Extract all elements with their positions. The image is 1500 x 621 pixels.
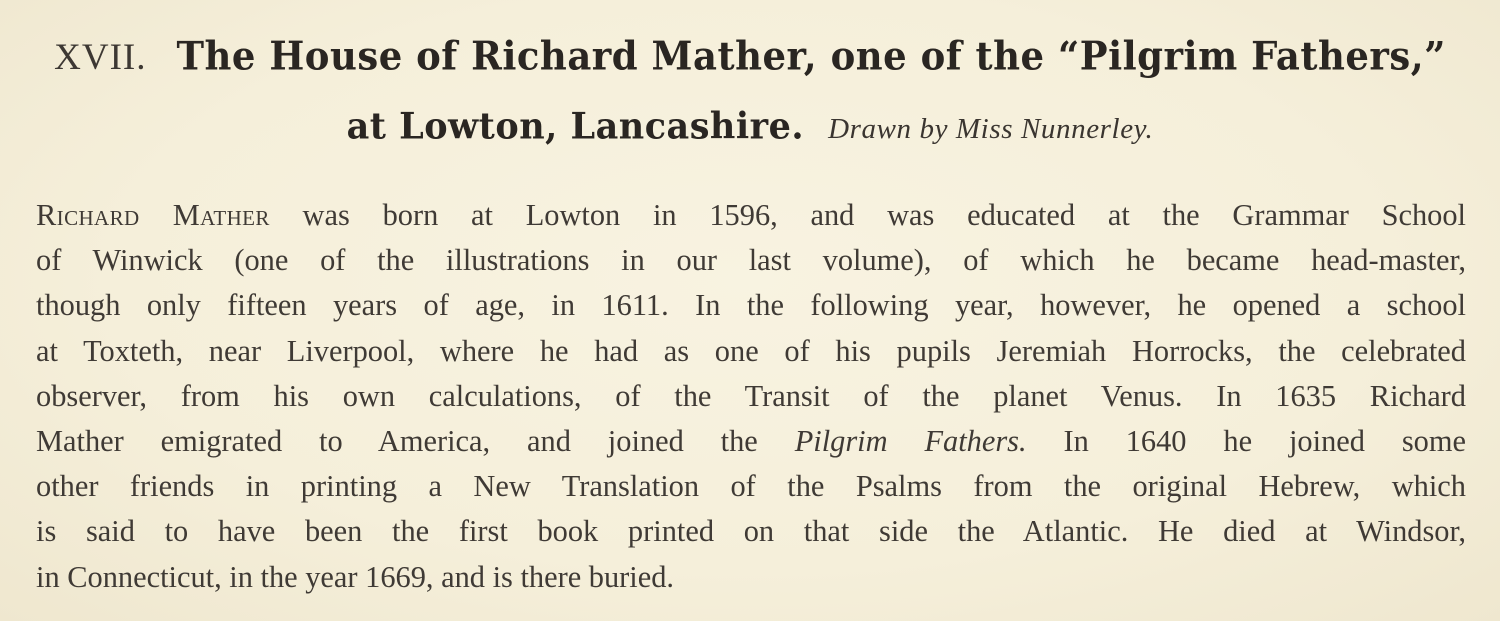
heading-title-line-2: at Lowton, Lancashire. bbox=[346, 104, 805, 149]
heading-title-line-1: The House of Richard Mather, one of the “Pilgrim Fathers,” bbox=[176, 32, 1446, 80]
body-paragraph bbox=[36, 193, 1466, 600]
section-numeral: XVII. bbox=[54, 37, 147, 78]
text-line-1 bbox=[36, 193, 1466, 238]
text-line-1-rest: was born at Lowton in 1596, and was educated at the Grammar School bbox=[269, 198, 1466, 232]
text-line-7: other friends in printing a New Translation of the Psalms from the original Hebrew, which bbox=[36, 469, 1466, 504]
drawing-credit: Drawn by Miss Nunnerley. bbox=[828, 113, 1154, 145]
text-line-5: observer, from his own calculations, of the Transit of the planet Venus. In 1635 Richard bbox=[36, 378, 1466, 413]
text-line-2: of Winwick (one of the illustrations in our last volume), of which he became head-master, bbox=[36, 243, 1466, 278]
text-line-9: in Connecticut, in the year 1669, and is there buried. bbox=[36, 559, 675, 594]
text-line-6 bbox=[36, 419, 1466, 464]
text-line-8: is said to have been the first book printed on that side the Atlantic. He died at Windsor, bbox=[36, 514, 1466, 549]
heading-line-2 bbox=[0, 106, 1500, 147]
text-line-3: though only fifteen years of age, in 1611. In the following year, however, he opened a school bbox=[36, 288, 1466, 323]
heading-line-1 bbox=[0, 34, 1500, 79]
italic-pilgrim-fathers: Pilgrim Fathers. bbox=[794, 423, 1027, 458]
text-line-4: at Toxteth, near Liverpool, where he had as one of his pupils Jeremiah Horrocks, the celebrated bbox=[36, 333, 1466, 368]
text-line-6-b: In 1640 he joined some bbox=[1026, 423, 1466, 458]
subject-name: Richard Mather bbox=[36, 198, 270, 232]
text-line-6-a: Mather emigrated to America, and joined the bbox=[36, 423, 795, 458]
